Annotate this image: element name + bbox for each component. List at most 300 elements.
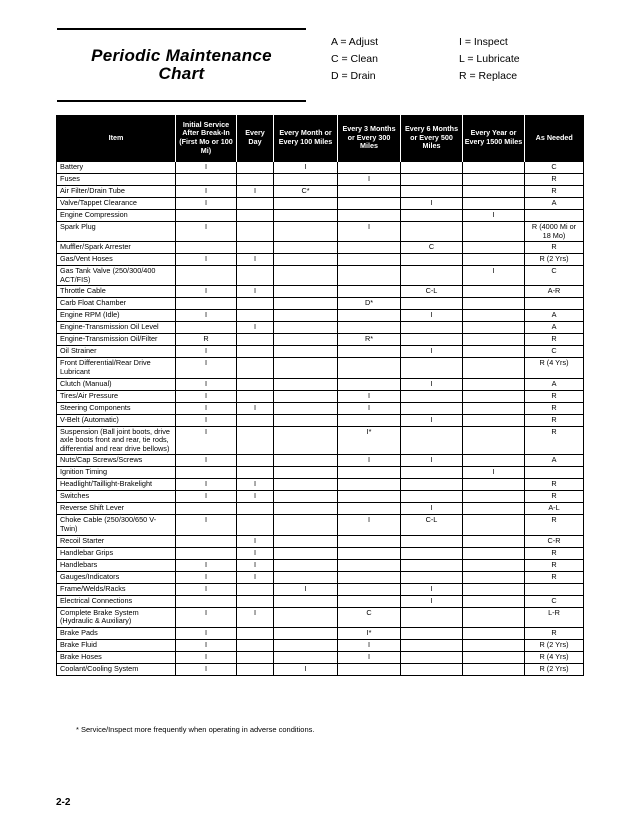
schedule-cell: R <box>525 559 584 571</box>
schedule-cell: I* <box>338 627 401 639</box>
schedule-cell <box>463 286 525 298</box>
schedule-cell <box>401 607 463 627</box>
schedule-cell <box>463 186 525 198</box>
schedule-cell: I <box>176 390 237 402</box>
schedule-cell: C <box>525 595 584 607</box>
schedule-cell: C <box>525 162 584 174</box>
schedule-cell <box>401 298 463 310</box>
schedule-cell <box>525 298 584 310</box>
table-row <box>57 222 584 242</box>
schedule-cell: R <box>176 334 237 346</box>
table-header-row <box>57 115 584 162</box>
schedule-cell <box>463 426 525 455</box>
schedule-cell <box>463 378 525 390</box>
schedule-cell <box>274 651 338 663</box>
item-name-cell: Handlebar Grips <box>57 547 176 559</box>
schedule-cell: I <box>338 651 401 663</box>
schedule-cell <box>176 266 237 286</box>
column-header: Every Month or Every 100 Miles <box>274 115 338 162</box>
schedule-cell: I <box>176 663 237 675</box>
schedule-cell: I <box>176 571 237 583</box>
schedule-cell: I <box>176 583 237 595</box>
table-row <box>57 210 584 222</box>
schedule-cell: I <box>176 198 237 210</box>
legend-column-1 <box>331 34 378 85</box>
schedule-cell <box>463 583 525 595</box>
schedule-cell: R <box>525 334 584 346</box>
schedule-cell <box>274 266 338 286</box>
table-row <box>57 515 584 535</box>
schedule-cell <box>237 334 274 346</box>
schedule-cell <box>463 571 525 583</box>
schedule-cell: C <box>525 346 584 358</box>
schedule-cell: I <box>176 378 237 390</box>
schedule-cell: I <box>338 515 401 535</box>
schedule-cell <box>274 559 338 571</box>
item-name-cell: Switches <box>57 491 176 503</box>
schedule-cell: I <box>338 222 401 242</box>
schedule-cell <box>274 414 338 426</box>
schedule-cell <box>463 298 525 310</box>
schedule-cell: R <box>525 491 584 503</box>
schedule-cell: R <box>525 479 584 491</box>
table-row <box>57 322 584 334</box>
schedule-cell: R <box>525 547 584 559</box>
item-name-cell: Carb Float Chamber <box>57 298 176 310</box>
schedule-cell: I <box>237 186 274 198</box>
schedule-cell <box>401 254 463 266</box>
item-name-cell: Air Filter/Drain Tube <box>57 186 176 198</box>
schedule-cell <box>176 547 237 559</box>
schedule-cell <box>274 198 338 210</box>
schedule-cell <box>176 242 237 254</box>
schedule-cell: R <box>525 426 584 455</box>
schedule-cell: I <box>176 607 237 627</box>
schedule-cell <box>338 595 401 607</box>
table-row <box>57 479 584 491</box>
title-line-2: Chart <box>158 64 205 83</box>
schedule-cell <box>463 310 525 322</box>
schedule-cell: I <box>463 266 525 286</box>
item-name-cell: Spark Plug <box>57 222 176 242</box>
table-row <box>57 491 584 503</box>
schedule-cell <box>274 491 338 503</box>
schedule-cell <box>274 390 338 402</box>
schedule-cell: I <box>237 559 274 571</box>
item-name-cell: Engine-Transmission Oil Level <box>57 322 176 334</box>
schedule-cell <box>463 639 525 651</box>
schedule-cell <box>237 639 274 651</box>
schedule-cell <box>237 298 274 310</box>
schedule-cell <box>338 254 401 266</box>
schedule-cell: I <box>401 378 463 390</box>
schedule-cell <box>176 595 237 607</box>
schedule-cell <box>274 378 338 390</box>
schedule-cell <box>401 186 463 198</box>
item-name-cell: Headlight/Taillight-Brakelight <box>57 479 176 491</box>
legend-entry: A = Adjust <box>331 36 378 48</box>
schedule-cell: R* <box>338 334 401 346</box>
schedule-cell: I <box>176 222 237 242</box>
table-row <box>57 198 584 210</box>
schedule-cell <box>401 266 463 286</box>
schedule-cell <box>274 547 338 559</box>
schedule-cell <box>338 266 401 286</box>
schedule-cell: R <box>525 414 584 426</box>
schedule-cell <box>338 559 401 571</box>
table-row <box>57 559 584 571</box>
schedule-cell <box>176 535 237 547</box>
schedule-cell <box>338 479 401 491</box>
item-name-cell: Reverse Shift Lever <box>57 503 176 515</box>
schedule-cell <box>463 663 525 675</box>
column-header: Initial Service After Break-In (First Mo or 100 Mi) <box>176 115 237 162</box>
schedule-cell <box>525 210 584 222</box>
schedule-cell <box>401 535 463 547</box>
schedule-cell: I <box>176 358 237 378</box>
schedule-cell <box>274 571 338 583</box>
schedule-cell: I <box>237 402 274 414</box>
schedule-cell <box>463 607 525 627</box>
schedule-cell: I <box>463 467 525 479</box>
table-row <box>57 583 584 595</box>
schedule-cell: A <box>525 378 584 390</box>
schedule-cell <box>401 210 463 222</box>
schedule-cell <box>274 242 338 254</box>
schedule-cell <box>237 390 274 402</box>
schedule-cell: I <box>338 174 401 186</box>
column-header: As Needed <box>525 115 584 162</box>
schedule-cell <box>463 334 525 346</box>
page-number: 2-2 <box>56 797 71 808</box>
schedule-cell: C* <box>274 186 338 198</box>
schedule-cell: I* <box>338 426 401 455</box>
schedule-cell <box>274 210 338 222</box>
schedule-cell <box>338 286 401 298</box>
schedule-cell <box>237 266 274 286</box>
item-name-cell: Complete Brake System (Hydraulic & Auxiliary) <box>57 607 176 627</box>
table-row <box>57 254 584 266</box>
schedule-cell <box>463 515 525 535</box>
schedule-cell <box>338 547 401 559</box>
schedule-cell: I <box>237 607 274 627</box>
column-header: Every 6 Months or Every 500 Miles <box>401 115 463 162</box>
maintenance-table <box>56 115 584 676</box>
item-name-cell: V-Belt (Automatic) <box>57 414 176 426</box>
schedule-cell: I <box>274 663 338 675</box>
column-header: Item <box>57 115 176 162</box>
schedule-cell: I <box>176 559 237 571</box>
schedule-cell <box>463 222 525 242</box>
table-row <box>57 414 584 426</box>
schedule-cell <box>463 503 525 515</box>
schedule-cell <box>274 310 338 322</box>
table-row <box>57 455 584 467</box>
table-row <box>57 242 584 254</box>
schedule-cell <box>237 663 274 675</box>
legend-entry: D = Drain <box>331 70 376 82</box>
schedule-cell: R (4 Yrs) <box>525 358 584 378</box>
schedule-cell <box>401 479 463 491</box>
schedule-cell <box>237 651 274 663</box>
schedule-cell <box>463 174 525 186</box>
schedule-cell <box>274 222 338 242</box>
schedule-cell <box>338 346 401 358</box>
table-row <box>57 266 584 286</box>
schedule-cell: I <box>401 346 463 358</box>
schedule-cell: I <box>338 455 401 467</box>
table-row <box>57 358 584 378</box>
schedule-cell <box>274 358 338 378</box>
schedule-cell <box>237 595 274 607</box>
table-row <box>57 174 584 186</box>
table-row <box>57 571 584 583</box>
schedule-cell <box>401 390 463 402</box>
schedule-cell <box>463 535 525 547</box>
schedule-cell <box>274 455 338 467</box>
schedule-cell: I <box>237 571 274 583</box>
schedule-cell: I <box>176 491 237 503</box>
schedule-cell: I <box>401 503 463 515</box>
item-name-cell: Gas/Vent Hoses <box>57 254 176 266</box>
item-name-cell: Brake Pads <box>57 627 176 639</box>
schedule-cell: I <box>237 547 274 559</box>
schedule-cell: A-R <box>525 286 584 298</box>
schedule-cell <box>463 491 525 503</box>
schedule-cell <box>338 663 401 675</box>
table-row <box>57 378 584 390</box>
schedule-cell <box>463 414 525 426</box>
schedule-cell: R <box>525 627 584 639</box>
page-title <box>57 28 306 102</box>
schedule-cell <box>338 378 401 390</box>
table-row <box>57 334 584 346</box>
schedule-cell <box>338 583 401 595</box>
schedule-cell: I <box>237 286 274 298</box>
item-name-cell: Brake Hoses <box>57 651 176 663</box>
table-row <box>57 663 584 675</box>
schedule-cell <box>463 455 525 467</box>
footnote: * Service/Inspect more frequently when operating in adverse conditions. <box>76 725 315 734</box>
item-name-cell: Muffler/Spark Arrester <box>57 242 176 254</box>
schedule-cell: I <box>176 346 237 358</box>
schedule-cell <box>237 162 274 174</box>
schedule-cell <box>237 414 274 426</box>
schedule-cell <box>237 503 274 515</box>
schedule-cell: A <box>525 310 584 322</box>
schedule-cell: R <box>525 571 584 583</box>
schedule-cell <box>401 222 463 242</box>
item-name-cell: Throttle Cable <box>57 286 176 298</box>
schedule-cell <box>338 571 401 583</box>
schedule-cell <box>401 639 463 651</box>
schedule-cell <box>176 298 237 310</box>
schedule-cell <box>237 467 274 479</box>
schedule-cell: I <box>176 639 237 651</box>
item-name-cell: Engine RPM (Idle) <box>57 310 176 322</box>
item-name-cell: Front Differential/Rear Drive Lubricant <box>57 358 176 378</box>
schedule-cell: I <box>237 535 274 547</box>
schedule-cell: I <box>176 515 237 535</box>
schedule-cell <box>463 358 525 378</box>
item-name-cell: Coolant/Cooling System <box>57 663 176 675</box>
schedule-cell: I <box>338 402 401 414</box>
item-name-cell: Oil Strainer <box>57 346 176 358</box>
schedule-cell: I <box>176 310 237 322</box>
table-row <box>57 467 584 479</box>
schedule-cell: I <box>176 426 237 455</box>
table-row <box>57 426 584 455</box>
schedule-cell <box>463 322 525 334</box>
schedule-cell <box>401 663 463 675</box>
column-header: Every Day <box>237 115 274 162</box>
schedule-cell: I <box>463 210 525 222</box>
schedule-cell: C-R <box>525 535 584 547</box>
item-name-cell: Nuts/Cap Screws/Screws <box>57 455 176 467</box>
schedule-cell: R (2 Yrs) <box>525 254 584 266</box>
schedule-cell <box>338 242 401 254</box>
schedule-cell <box>176 210 237 222</box>
schedule-cell <box>237 310 274 322</box>
item-name-cell: Fuses <box>57 174 176 186</box>
item-name-cell: Valve/Tappet Clearance <box>57 198 176 210</box>
schedule-cell <box>401 426 463 455</box>
column-header: Every Year or Every 1500 Miles <box>463 115 525 162</box>
schedule-cell <box>463 198 525 210</box>
schedule-cell <box>401 174 463 186</box>
schedule-cell <box>338 503 401 515</box>
schedule-cell: C-L <box>401 515 463 535</box>
schedule-cell: R <box>525 402 584 414</box>
table-row <box>57 310 584 322</box>
schedule-cell <box>237 583 274 595</box>
schedule-cell: I <box>401 198 463 210</box>
schedule-cell: I <box>176 186 237 198</box>
schedule-cell <box>237 174 274 186</box>
schedule-cell <box>463 346 525 358</box>
schedule-cell <box>274 322 338 334</box>
item-name-cell: Ignition Timing <box>57 467 176 479</box>
schedule-cell <box>274 286 338 298</box>
schedule-cell <box>274 639 338 651</box>
schedule-cell: I <box>176 651 237 663</box>
schedule-cell <box>237 455 274 467</box>
schedule-cell <box>274 174 338 186</box>
table-row <box>57 639 584 651</box>
schedule-cell: A <box>525 198 584 210</box>
legend-entry: I = Inspect <box>459 36 508 48</box>
table-row <box>57 535 584 547</box>
schedule-cell: R (2 Yrs) <box>525 639 584 651</box>
item-name-cell: Engine-Transmission Oil/Filter <box>57 334 176 346</box>
schedule-cell <box>176 467 237 479</box>
schedule-cell <box>274 426 338 455</box>
schedule-cell <box>463 254 525 266</box>
schedule-cell: I <box>176 254 237 266</box>
schedule-cell <box>525 467 584 479</box>
item-name-cell: Steering Components <box>57 402 176 414</box>
schedule-cell: I <box>237 491 274 503</box>
schedule-cell: C-L <box>401 286 463 298</box>
schedule-cell: I <box>274 162 338 174</box>
schedule-cell <box>463 595 525 607</box>
schedule-cell: D* <box>338 298 401 310</box>
schedule-cell <box>274 467 338 479</box>
schedule-cell: R (4000 Mi or 18 Mo) <box>525 222 584 242</box>
schedule-cell <box>274 402 338 414</box>
schedule-cell <box>338 186 401 198</box>
schedule-cell: R <box>525 186 584 198</box>
table-row <box>57 390 584 402</box>
table-row <box>57 346 584 358</box>
table-row <box>57 547 584 559</box>
schedule-cell <box>401 571 463 583</box>
schedule-cell <box>401 322 463 334</box>
schedule-cell: I <box>176 286 237 298</box>
schedule-cell: I <box>338 639 401 651</box>
schedule-cell <box>401 491 463 503</box>
schedule-cell <box>274 535 338 547</box>
schedule-cell: I <box>237 322 274 334</box>
item-name-cell: Handlebars <box>57 559 176 571</box>
schedule-cell <box>338 322 401 334</box>
schedule-cell: R <box>525 242 584 254</box>
legend-column-2 <box>459 34 520 85</box>
schedule-cell <box>237 346 274 358</box>
schedule-cell <box>401 559 463 571</box>
item-name-cell: Tires/Air Pressure <box>57 390 176 402</box>
schedule-cell: I <box>401 310 463 322</box>
schedule-cell: R <box>525 515 584 535</box>
item-name-cell: Gauges/Indicators <box>57 571 176 583</box>
legend-entry: R = Replace <box>459 70 518 82</box>
schedule-cell <box>237 222 274 242</box>
schedule-cell <box>401 627 463 639</box>
schedule-cell: I <box>401 595 463 607</box>
table-row <box>57 298 584 310</box>
item-name-cell: Recoil Starter <box>57 535 176 547</box>
schedule-cell: I <box>401 583 463 595</box>
schedule-cell: I <box>274 583 338 595</box>
schedule-cell <box>338 414 401 426</box>
schedule-cell: I <box>401 455 463 467</box>
schedule-cell: I <box>176 162 237 174</box>
table-row <box>57 402 584 414</box>
schedule-cell: A <box>525 455 584 467</box>
schedule-cell <box>274 254 338 266</box>
schedule-cell: I <box>176 455 237 467</box>
table-row <box>57 286 584 298</box>
item-name-cell: Brake Fluid <box>57 639 176 651</box>
item-name-cell: Engine Compression <box>57 210 176 222</box>
schedule-cell <box>463 402 525 414</box>
schedule-cell <box>176 503 237 515</box>
legend-entry: C = Clean <box>331 53 378 65</box>
schedule-cell <box>338 310 401 322</box>
schedule-cell: A <box>525 322 584 334</box>
schedule-cell <box>401 402 463 414</box>
schedule-cell <box>463 479 525 491</box>
table-row <box>57 186 584 198</box>
item-name-cell: Gas Tank Valve (250/300/400 ACT/FIS) <box>57 266 176 286</box>
schedule-cell <box>338 491 401 503</box>
schedule-cell <box>274 334 338 346</box>
item-name-cell: Clutch (Manual) <box>57 378 176 390</box>
schedule-cell: L-R <box>525 607 584 627</box>
legend-entry: L = Lubricate <box>459 53 520 65</box>
schedule-cell <box>237 426 274 455</box>
table-row <box>57 607 584 627</box>
